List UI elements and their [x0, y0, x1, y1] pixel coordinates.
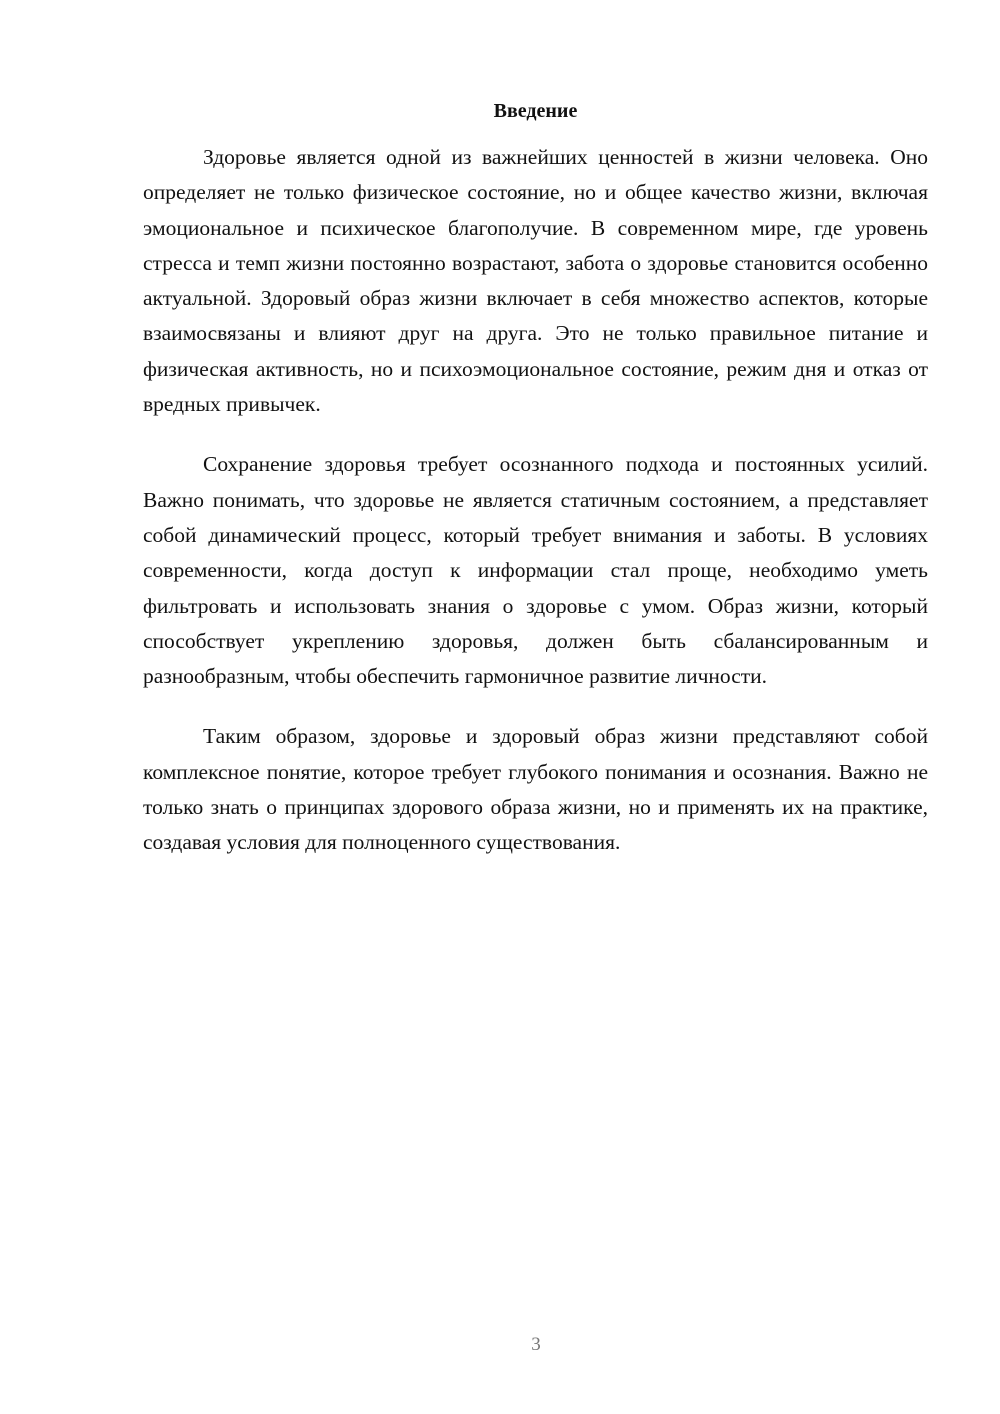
- paragraph-1: Здоровье является одной из важнейших ценностей в жизни человека. Оно определяет не только физическое состояние, но и общее качество жизни, включая эмоциональное и психическое благополучие. В современном мире, где уровень стресса и темп жизни постоянно возрастают, забота о здоровье становится особенно актуальной. Здоровый образ жизни включает в себя множество аспектов, которые взаимосвязаны и влияют друг на друга. Это не только правильное питание и физическая активность, но и психоэмоциональное состояние, режим дня и отказ от вредных привычек.: [143, 145, 928, 417]
- page-number: 3: [531, 1334, 541, 1355]
- page-content: [143, 94, 928, 886]
- paragraph-3: Таким образом, здоровье и здоровый образ жизни представляют собой комплексное понятие, которое требует глубокого понимания и осознания. Важно не только знать о принципах здорового образа жизни, но и применять их на практике, создавая условия для полноценного существования.: [143, 724, 928, 855]
- section-heading: Введение: [493, 100, 578, 122]
- paragraph-2: Сохранение здоровья требует осознанного подхода и постоянных усилий. Важно понимать, что здоровье не является статичным состоянием, а представляет собой динамический процесс, который требует внимания и заботы. В условиях современности, когда доступ к информации стал проще, необходимо уметь фильтровать и использовать знания о здоровье с умом. Образ жизни, который способствует укреплению здоровья, должен быть сбалансированным и разнообразным, чтобы обеспечить гармоничное развитие личности.: [143, 452, 928, 689]
